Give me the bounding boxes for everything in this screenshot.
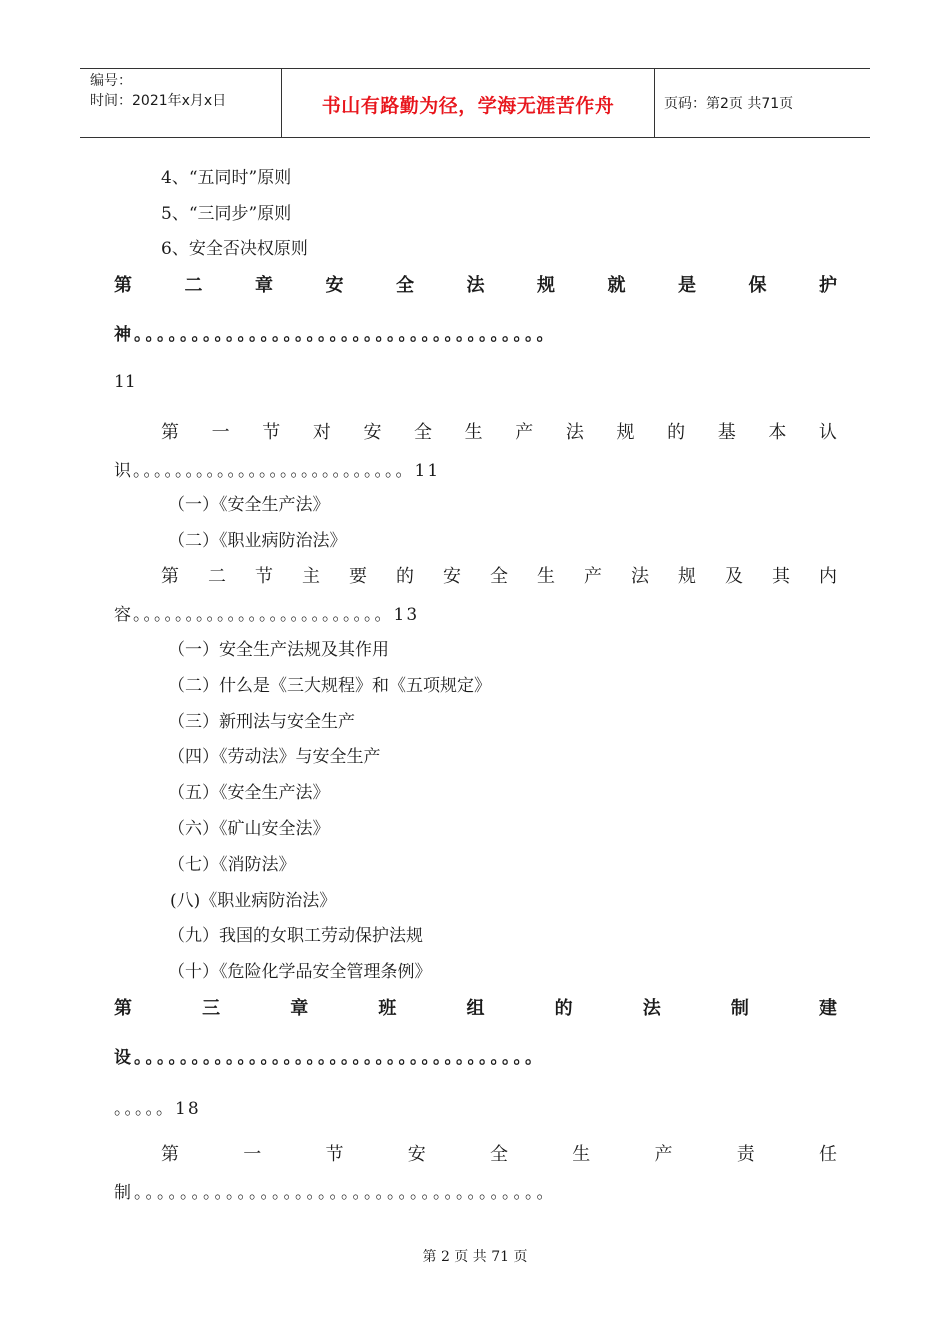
heading-char: 安 bbox=[325, 275, 344, 296]
heading-char: 全 bbox=[414, 422, 433, 443]
heading-char: 生 bbox=[572, 1144, 591, 1165]
heading-char: 的 bbox=[396, 566, 414, 587]
toc-item: （一）《安全生产法》 bbox=[168, 495, 330, 515]
heading-char: 内 bbox=[819, 566, 837, 587]
chapter-3-heading bbox=[114, 994, 837, 1020]
heading-char: 安 bbox=[407, 1144, 426, 1165]
heading-char: 第 bbox=[161, 422, 179, 443]
heading-char: 护 bbox=[819, 275, 837, 296]
heading-char: 责 bbox=[736, 1144, 755, 1165]
heading-char: 就 bbox=[607, 275, 626, 296]
toc-item: （九）我国的女职工劳动保护法规 bbox=[168, 926, 423, 946]
heading-char: 班 bbox=[378, 998, 397, 1019]
toc-line: 5、“三同步”原则 bbox=[161, 204, 292, 224]
heading-char: 法 bbox=[466, 275, 485, 296]
heading-char: 安 bbox=[443, 566, 461, 587]
toc-item: （二）《职业病防治法》 bbox=[168, 531, 347, 551]
header-divider bbox=[654, 69, 655, 137]
heading-char: 其 bbox=[772, 566, 790, 587]
heading-char: 全 bbox=[396, 275, 414, 296]
heading-char: 任 bbox=[819, 1144, 837, 1165]
section-2-leader: 容。。。。。。。。。。。。。。。。。。。。。。。。13 bbox=[114, 605, 420, 625]
heading-char: 三 bbox=[202, 998, 221, 1019]
heading-char: 一 bbox=[243, 1144, 262, 1165]
heading-char: 第 bbox=[114, 275, 132, 296]
chapter-2-page: 11 bbox=[114, 372, 136, 392]
heading-char: 全 bbox=[490, 1144, 508, 1165]
toc-item: （六）《矿山安全法》 bbox=[168, 819, 330, 839]
heading-char: 规 bbox=[537, 275, 555, 296]
heading-char: 全 bbox=[490, 566, 508, 587]
toc-line: 6、安全否决权原则 bbox=[161, 239, 308, 259]
time-label: 时间：2021年x月x日 bbox=[90, 93, 227, 109]
chapter-3-page: 。。。。。18 bbox=[114, 1099, 201, 1119]
heading-char: 保 bbox=[748, 275, 767, 296]
heading-char: 章 bbox=[290, 998, 309, 1019]
heading-char: 产 bbox=[515, 422, 534, 443]
heading-char: 对 bbox=[312, 422, 331, 443]
heading-char: 安 bbox=[363, 422, 382, 443]
section-1-heading bbox=[161, 418, 837, 444]
section-2-heading bbox=[161, 562, 837, 588]
heading-char: 节 bbox=[255, 566, 273, 587]
heading-char: 是 bbox=[678, 275, 696, 296]
heading-char: 规 bbox=[678, 566, 696, 587]
heading-char: 法 bbox=[565, 422, 584, 443]
heading-char: 基 bbox=[717, 422, 736, 443]
chapter-2-leader: 神。。。。。。。。。。。。。。。。。。。。。。。。。。。。。。。。。。。。 bbox=[114, 325, 557, 345]
heading-char: 认 bbox=[818, 422, 837, 443]
toc-item: （五）《安全生产法》 bbox=[168, 783, 330, 803]
toc-item: (八)《职业病防治法》 bbox=[170, 891, 337, 911]
heading-char: 法 bbox=[642, 998, 661, 1019]
page-header bbox=[80, 68, 870, 138]
header-page-info: 页码：第2页 共71页 bbox=[664, 96, 794, 112]
heading-char: 生 bbox=[537, 566, 555, 587]
heading-char: 要 bbox=[349, 566, 367, 587]
heading-char: 章 bbox=[255, 275, 273, 296]
page-footer: 第 2 页 共 71 页 bbox=[422, 1249, 528, 1265]
heading-char: 生 bbox=[464, 422, 483, 443]
toc-line: 4、“五同时”原则 bbox=[161, 168, 292, 188]
heading-char: 建 bbox=[819, 998, 837, 1019]
heading-char: 的 bbox=[554, 998, 573, 1019]
heading-char: 规 bbox=[616, 422, 635, 443]
section-1-leader: 识。。。。。。。。。。。。。。。。。。。。。。。。。。11 bbox=[114, 461, 441, 481]
heading-char: 主 bbox=[302, 566, 320, 587]
heading-char: 组 bbox=[466, 998, 485, 1019]
heading-char: 二 bbox=[208, 566, 226, 587]
heading-char: 产 bbox=[654, 1144, 673, 1165]
heading-char: 二 bbox=[184, 275, 203, 296]
section-3-heading bbox=[161, 1140, 837, 1166]
heading-char: 一 bbox=[211, 422, 230, 443]
heading-char: 节 bbox=[325, 1144, 344, 1165]
chapter-3-leader: 设。。。。。。。。。。。。。。。。。。。。。。。。。。。。。。。。。。。 bbox=[114, 1048, 545, 1068]
heading-char: 法 bbox=[631, 566, 649, 587]
heading-char: 产 bbox=[584, 566, 602, 587]
heading-char: 第 bbox=[114, 998, 132, 1019]
toc-item: （二）什么是《三大规程》和《五项规定》 bbox=[168, 676, 491, 696]
heading-char: 节 bbox=[262, 422, 281, 443]
heading-char: 第 bbox=[161, 566, 179, 587]
number-label: 编号： bbox=[90, 73, 132, 89]
toc-item: （三）新刑法与安全生产 bbox=[168, 712, 355, 732]
toc-item: （七）《消防法》 bbox=[168, 855, 296, 875]
heading-char: 及 bbox=[725, 566, 743, 587]
toc-item: （一）安全生产法规及其作用 bbox=[168, 640, 389, 660]
toc-item: （十）《危险化学品安全管理条例》 bbox=[168, 962, 432, 982]
heading-char: 的 bbox=[667, 422, 686, 443]
heading-char: 第 bbox=[161, 1144, 179, 1165]
toc-item: （四）《劳动法》与安全生产 bbox=[168, 747, 381, 767]
section-3-leader: 制。。。。。。。。。。。。。。。。。。。。。。。。。。。。。。。。。。。。 bbox=[114, 1183, 557, 1203]
heading-char: 本 bbox=[768, 422, 787, 443]
header-motto: 书山有路勤为径，学海无涯苦作舟 bbox=[321, 95, 615, 117]
heading-char: 制 bbox=[730, 998, 749, 1019]
header-meta bbox=[90, 71, 226, 111]
chapter-2-heading bbox=[114, 271, 837, 297]
